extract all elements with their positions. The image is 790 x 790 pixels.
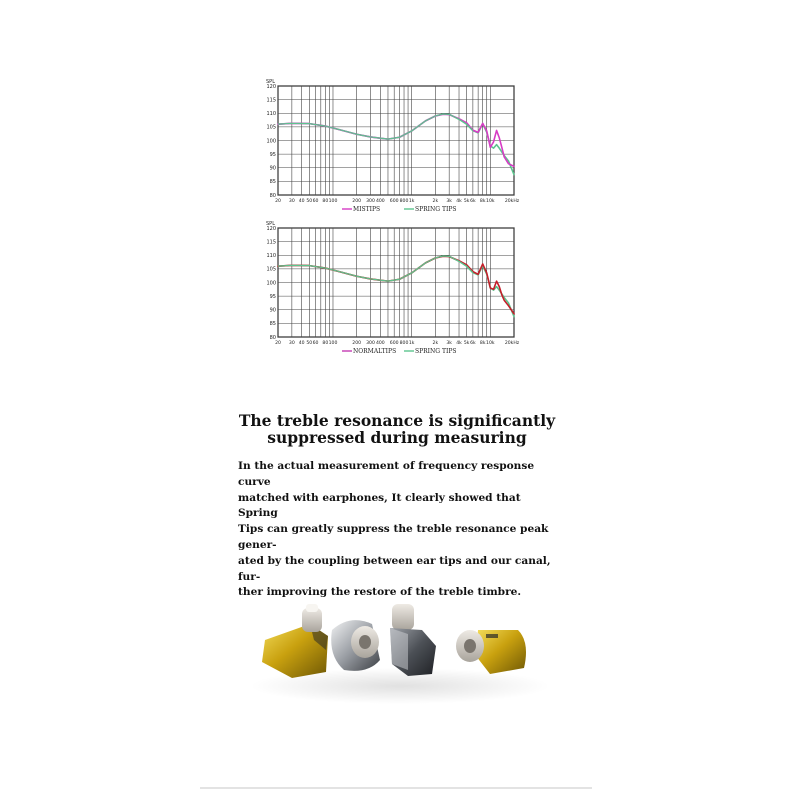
- x-tick-label: 6k: [470, 199, 476, 204]
- y-tick-label: 95: [269, 151, 276, 158]
- x-tick-label: 20: [275, 341, 281, 346]
- heading-line-1: The treble resonance is significantly: [238, 411, 556, 430]
- x-tick-label: 50: [306, 199, 313, 204]
- x-tick-label: 30: [288, 199, 295, 204]
- y-tick-label: 115: [266, 239, 276, 246]
- y-tick-label: 85: [269, 179, 276, 186]
- x-tick-label: 5k: [463, 341, 470, 346]
- y-tick-label: 80: [269, 334, 276, 341]
- y-axis-label: SPL: [266, 221, 275, 227]
- x-tick-label: 8k: [479, 199, 486, 204]
- x-tick-label: 100: [328, 199, 338, 204]
- y-tick-label: 120: [266, 225, 276, 232]
- x-tick-label: 1k: [408, 341, 415, 346]
- chart-svg: [262, 218, 522, 368]
- gunmetal-earphone-icon: [390, 604, 436, 676]
- x-tick-label: 10k: [486, 341, 495, 346]
- x-tick-label: 40: [298, 341, 305, 346]
- x-tick-label: 20kHz: [504, 341, 520, 346]
- x-tick-label: 3k: [446, 199, 452, 204]
- x-tick-label: 8k: [479, 341, 486, 346]
- x-tick-label: 4k: [456, 341, 462, 346]
- x-tick-label: 60: [312, 341, 319, 346]
- legend-label: MISTIPS: [353, 206, 381, 213]
- y-tick-label: 100: [266, 280, 276, 287]
- x-tick-label: 5k: [463, 199, 470, 204]
- x-tick-label: 80: [322, 341, 329, 346]
- heading-line-2: suppressed during measuring: [267, 428, 527, 447]
- section-heading: [200, 412, 594, 446]
- x-tick-label: 600: [389, 341, 399, 346]
- bottom-divider: [200, 787, 592, 789]
- x-tick-label: 600: [389, 199, 399, 204]
- y-tick-label: 100: [266, 138, 276, 145]
- gold-earphone-right-icon: [456, 630, 526, 674]
- x-tick-label: 6k: [470, 341, 476, 346]
- x-tick-label: 800: [399, 199, 409, 204]
- x-tick-label: 80: [322, 199, 329, 204]
- y-tick-label: 120: [266, 83, 276, 90]
- x-tick-label: 2k: [432, 341, 439, 346]
- frequency-response-chart-mistips: [262, 76, 522, 226]
- x-tick-label: 200: [352, 341, 362, 346]
- x-tick-label: 200: [352, 199, 362, 204]
- y-tick-label: 95: [269, 293, 276, 300]
- x-tick-label: 300: [366, 341, 375, 346]
- earphones-product-photo: [240, 590, 560, 730]
- gold-earphone-left-icon: [262, 604, 328, 678]
- x-tick-label: 40: [298, 199, 305, 204]
- y-tick-label: 110: [266, 253, 276, 260]
- frequency-response-chart-normaltips: [262, 218, 522, 368]
- x-tick-label: 3k: [446, 341, 452, 346]
- description-line-4: ated by the coupling between ear tips and our canal, fur-: [238, 554, 551, 583]
- y-tick-label: 80: [269, 192, 276, 199]
- description-line-1: In the actual measurement of frequency response curve: [238, 460, 535, 488]
- description-paragraph: [238, 459, 558, 601]
- x-tick-label: 1k: [408, 199, 415, 204]
- y-tick-label: 105: [266, 124, 276, 131]
- y-axis-label: SPL: [266, 79, 275, 85]
- chart-svg: [262, 76, 522, 226]
- y-tick-label: 90: [269, 307, 276, 314]
- x-tick-label: 800: [399, 341, 409, 346]
- x-tick-label: 50: [306, 341, 313, 346]
- x-tick-label: 60: [312, 199, 319, 204]
- legend-label: SPRING TIPS: [415, 206, 457, 213]
- x-tick-label: 20kHz: [504, 199, 520, 204]
- legend-label: SPRING TIPS: [415, 348, 457, 355]
- x-tick-label: 20: [275, 199, 281, 204]
- y-tick-label: 110: [266, 111, 276, 118]
- y-tick-label: 105: [266, 266, 276, 273]
- x-tick-label: 2k: [432, 199, 439, 204]
- description-line-3: Tips can greatly suppress the treble resonance peak gener-: [238, 523, 549, 551]
- x-tick-label: 400: [375, 199, 385, 204]
- description-line-5: ther improving the restore of the treble timbre.: [238, 586, 522, 599]
- x-tick-label: 30: [288, 341, 295, 346]
- legend-label: NORMALTIPS: [353, 348, 397, 355]
- silver-earphone-icon: [331, 620, 380, 671]
- y-tick-label: 115: [266, 97, 276, 104]
- x-tick-label: 10k: [486, 199, 495, 204]
- x-tick-label: 4k: [456, 199, 462, 204]
- x-tick-label: 400: [375, 341, 385, 346]
- y-tick-label: 85: [269, 321, 276, 328]
- y-tick-label: 90: [269, 165, 276, 172]
- x-tick-label: 300: [366, 199, 375, 204]
- description-line-2: matched with earphones, It clearly showed that Spring: [238, 491, 521, 520]
- x-tick-label: 100: [328, 341, 338, 346]
